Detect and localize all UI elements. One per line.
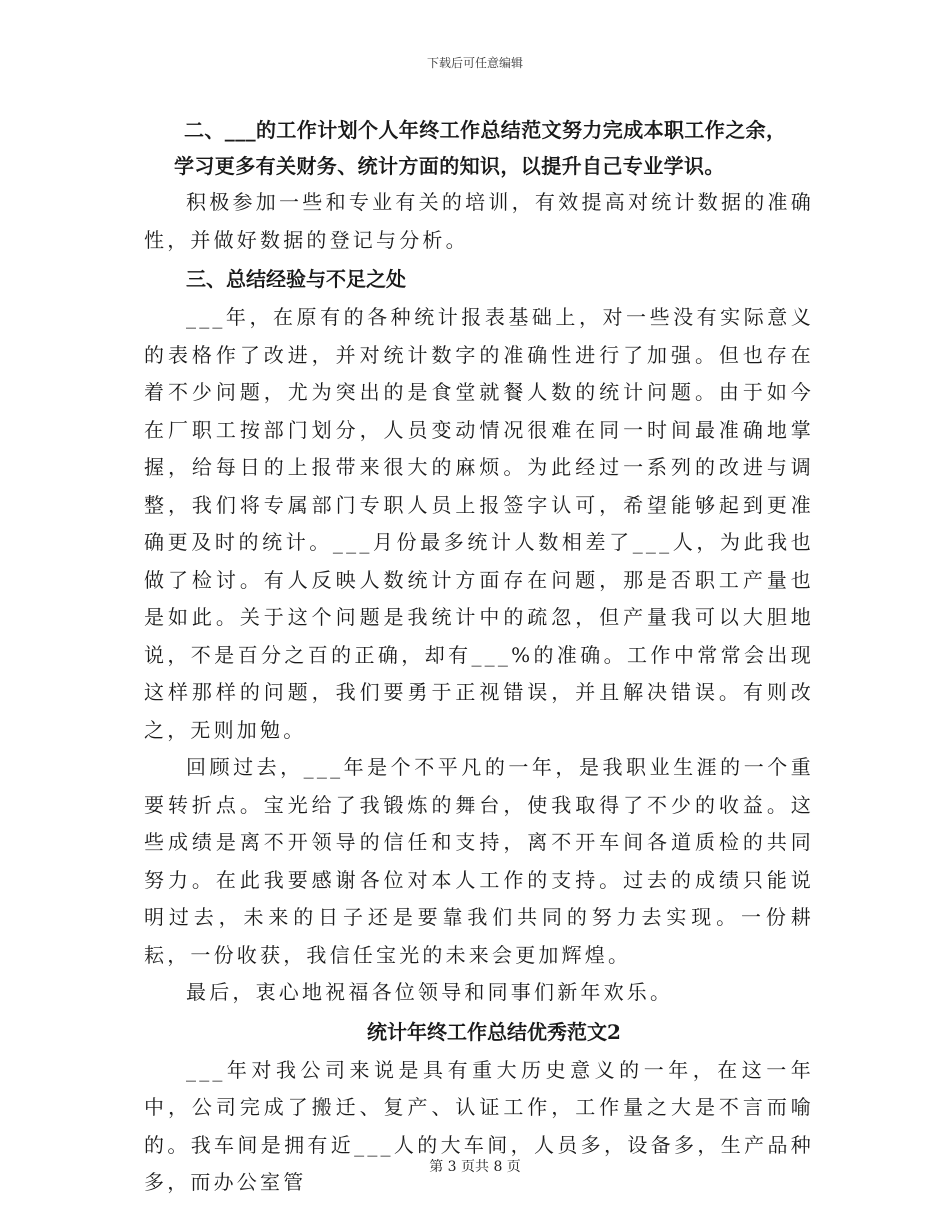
section-heading-two-line2: 学习更多有关财务、统计方面的知识，以提升自己专业学识。: [174, 154, 725, 178]
section-heading-two-line1: 二、___的工作计划个人年终工作总结范文努力完成本职工作之余，: [184, 118, 787, 142]
document-title: 统计年终工作总结优秀范文2: [367, 1019, 621, 1044]
page-header-note: 下载后可任意编辑: [426, 56, 523, 70]
page-footer-number: 第 3 页共 8 页: [429, 1159, 521, 1175]
section-heading-three: 三、总结经验与不足之处: [186, 267, 406, 291]
document-body: [144, 112, 814, 1202]
paragraph-closing-wishes: 最后，衷心地祝福各位领导和同事们新年欢乐。: [186, 980, 674, 1004]
paragraph-training: 积极参加一些和专业有关的培训，有效提高对统计数据的准确性，并做好数据的登记与分析。: [144, 190, 814, 252]
paragraph-company-year: ___年对我公司来说是具有重大历史意义的一年，在这一年中，公司完成了搬迁、复产、认证工作，工作量之大是不言而喻的。我车间是拥有近___人的大车间，人员多，设备多，生产品种多，而办公室管: [144, 1057, 814, 1194]
paragraph-looking-back: 回顾过去，___年是个不平凡的一年，是我职业生涯的一个重要转折点。宝光给了我锻炼的舞台，使我取得了不少的收益。这些成绩是离不开领导的信任和支持，离不开车间各道质检的共同努力。在此我要感谢各位对本人工作的支持。过去的成绩只能说明过去，未来的日子还是要靠我们共同的努力去实现。一份耕耘，一份收获，我信任宝光的未来会更加辉煌。: [144, 755, 814, 967]
paragraph-statistics-review: ___年，在原有的各种统计报表基础上，对一些没有实际意义的表格作了改进，并对统计数字的准确性进行了加强。但也存在着不少问题，尤为突出的是食堂就餐人数的统计问题。由于如今在厂职工按部门划分，人员变动情况很难在同一时间最准确地掌握，给每日的上报带来很大的麻烦。为此经过一系列的改进与调整，我们将专属部门专职人员上报签字认可，希望能够起到更准确更及时的统计。___月份最多统计人数相差了___人，为此我也做了检讨。有人反映人数统计方面存在问题，那是否职工产量也是如此。关于这个问题是我统计中的疏忽，但产量我可以大胆地说，不是百分之百的正确，却有___%的准确。工作中常常会出现这样那样的问题，我们要勇于正视错误，并且解决错误。有则改之，无则加勉。: [144, 305, 814, 742]
